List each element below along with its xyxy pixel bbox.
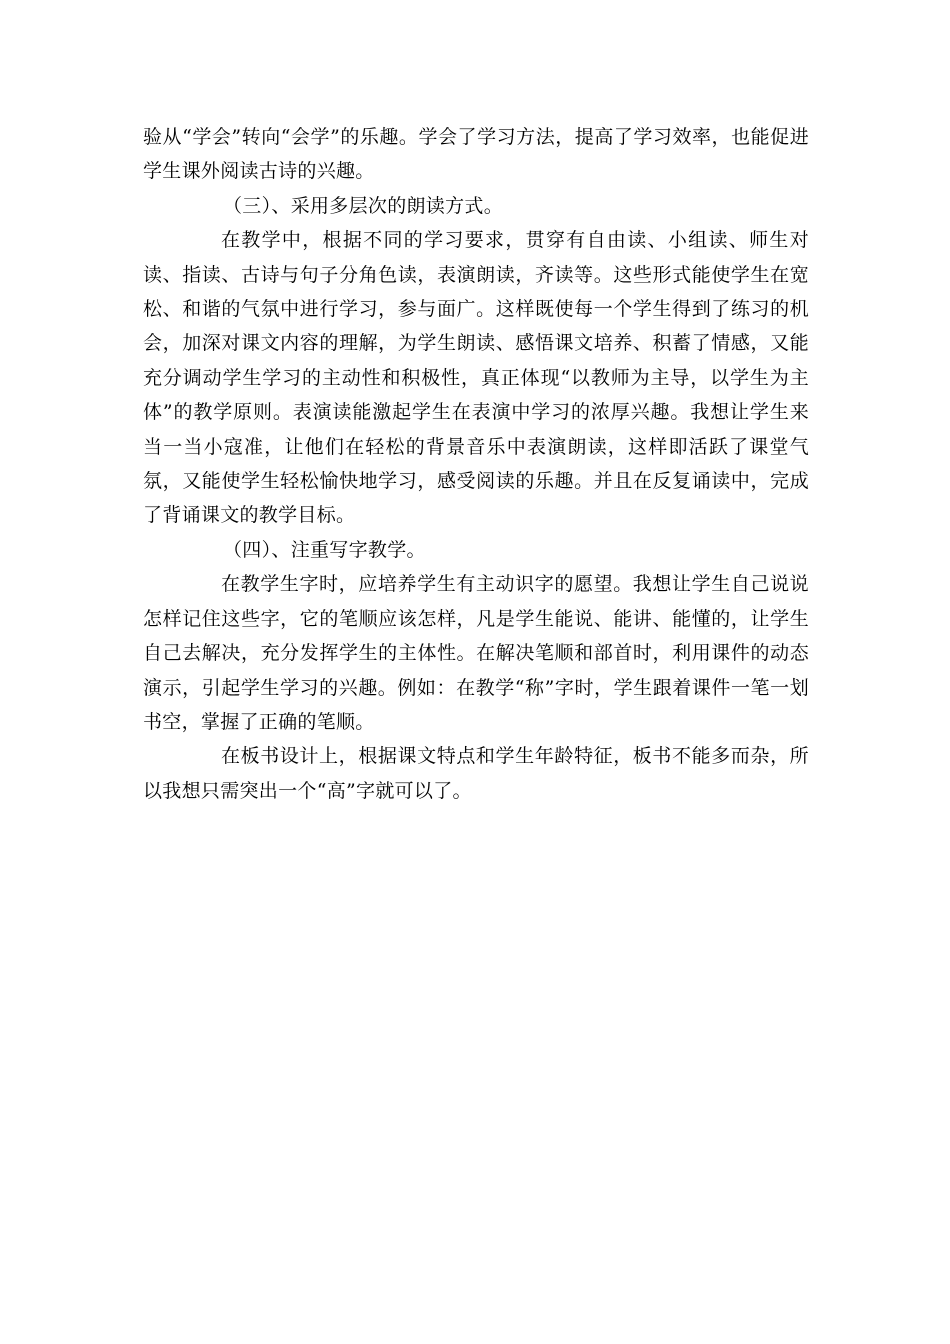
paragraph-continuation: 验从“学会”转向“会学”的乐趣。学会了学习方法，提高了学习效率，也能促进学生课外阅读古诗的兴趣。	[143, 126, 809, 183]
section-heading-4: （四）、注重写字教学。	[223, 538, 426, 561]
paragraph-blackboard-design: 在板书设计上，根据课文特点和学生年龄特征，板书不能多而杂，所以我想只需突出一个“高”字就可以了。	[143, 745, 809, 802]
body-text	[143, 120, 809, 808]
paragraph-writing-teaching: 在教学生字时，应培养学生有主动识字的愿望。我想让学生自己说说怎样记住这些字，它的笔顺应该怎样，凡是学生能说、能讲、能懂的，让学生自己去解决，充分发挥学生的主体性。在解决笔顺和部首时，利用课件的动态演示，引起学生学习的兴趣。例如：在教学“称”字时，学生跟着课件一笔一划书空，掌握了正确的笔顺。	[143, 573, 809, 733]
paragraph-reading-methods: 在教学中，根据不同的学习要求，贯穿有自由读、小组读、师生对读、指读、古诗与句子分角色读，表演朗读，齐读等。这些形式能使学生在宽松、和谐的气氛中进行学习，参与面广。这样既使每一个学生得到了练习的机会，加深对课文内容的理解，为学生朗读、感悟课文培养、积蓄了情感，又能充分调动学生学习的主动性和积极性，真正体现“以教师为主导，以学生为主体”的教学原则。表演读能激起学生在表演中学习的浓厚兴趣。我想让学生来当一当小寇准，让他们在轻松的背景音乐中表演朗读，这样即活跃了课堂气氛，又能使学生轻松愉快地学习，感受阅读的乐趣。并且在反复诵读中，完成了背诵课文的教学目标。	[143, 229, 809, 527]
section-heading-3: （三）、采用多层次的朗读方式。	[223, 194, 504, 217]
